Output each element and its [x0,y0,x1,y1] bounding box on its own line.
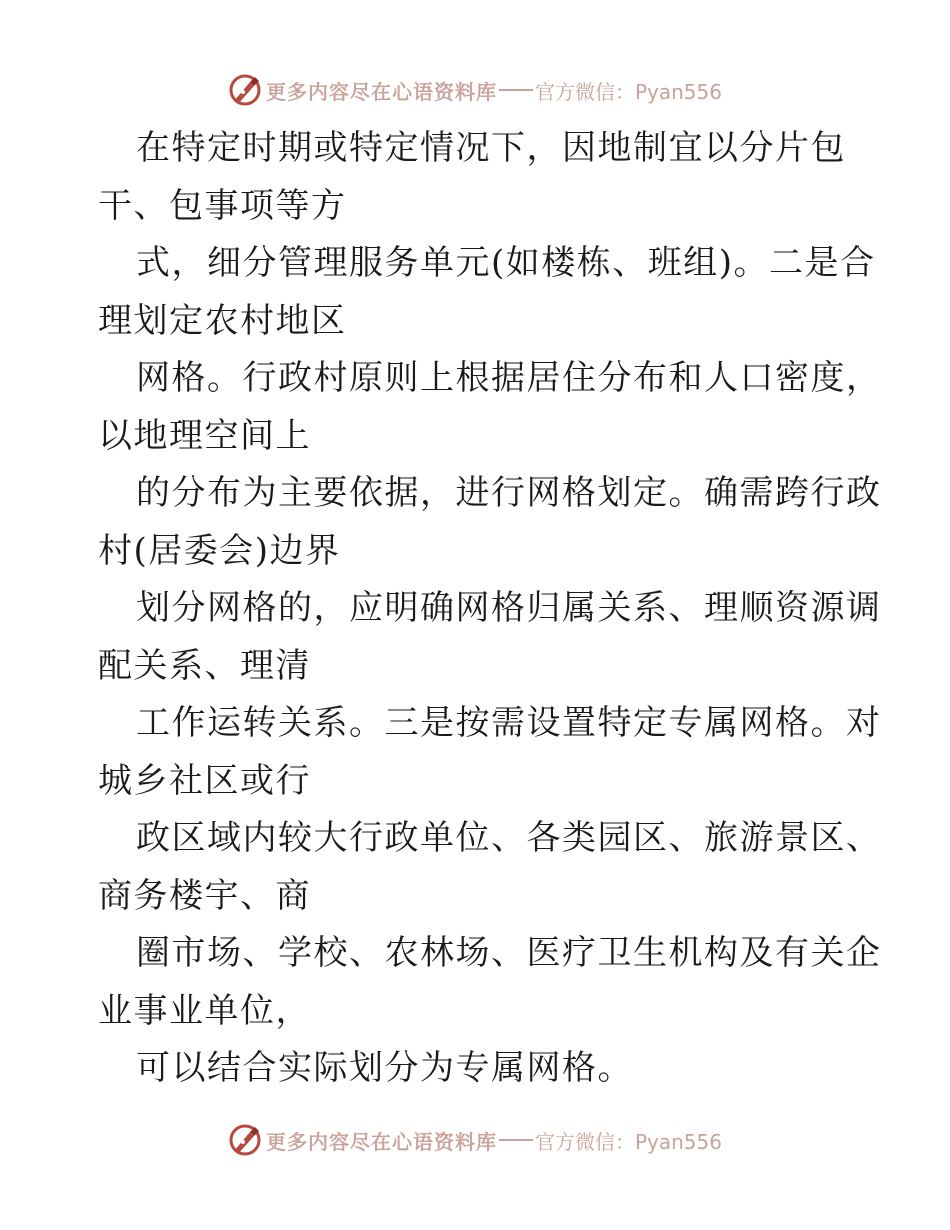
text-line: 城乡社区或行 [98,760,311,801]
text-line: 式，细分管理服务单元(如楼栋、班组)。二是合 [136,243,876,283]
watermark-text: 更多内容尽在心语资料库 [265,79,497,104]
document-body [98,120,882,1098]
text-line: 工作运转关系。三是按需设置特定专属网格。对 [136,703,882,743]
text-line: 圈市场、学校、农林场、医疗卫生机构及有关企 [136,933,882,973]
text-line: 在特定时期或特定情况下，因地制宜以分片包 [136,128,846,168]
header-watermark [0,70,950,110]
pen-logo-icon [228,1123,262,1157]
watermark-text: 更多内容尽在心语资料库 [265,1129,497,1154]
text-line: 干、包事项等方 [98,185,347,226]
text-line: 商务楼宇、商 [98,875,311,916]
text-line: 配关系、理清 [98,645,311,686]
watermark-wechat: 官方微信：Pyan556 [534,79,722,104]
watermark-inner [228,1123,722,1157]
text-line: 政区域内较大行政单位、各类园区、旅游景区、 [136,818,882,858]
text-line: 划分网格的，应明确网格归属关系、理顺资源调 [136,588,882,628]
pen-logo-icon [228,73,262,107]
text-line: 以地理空间上 [98,415,311,456]
watermark-dash [499,1139,533,1141]
watermark-inner [228,73,722,107]
text-line: 的分布为主要依据，进行网格划定。确需跨行政 [136,473,882,513]
text-line: 业事业单位， [98,990,311,1031]
watermark-wechat: 官方微信：Pyan556 [534,1129,722,1154]
text-line: 村(居委会)边界 [98,530,341,571]
footer-watermark [0,1120,950,1160]
text-line: 网格。行政村原则上根据居住分布和人口密度， [136,358,882,398]
watermark-dash [499,89,533,91]
text-line: 理划定农村地区 [98,300,347,341]
text-line: 可以结合实际划分为专属网格。 [136,1048,633,1088]
